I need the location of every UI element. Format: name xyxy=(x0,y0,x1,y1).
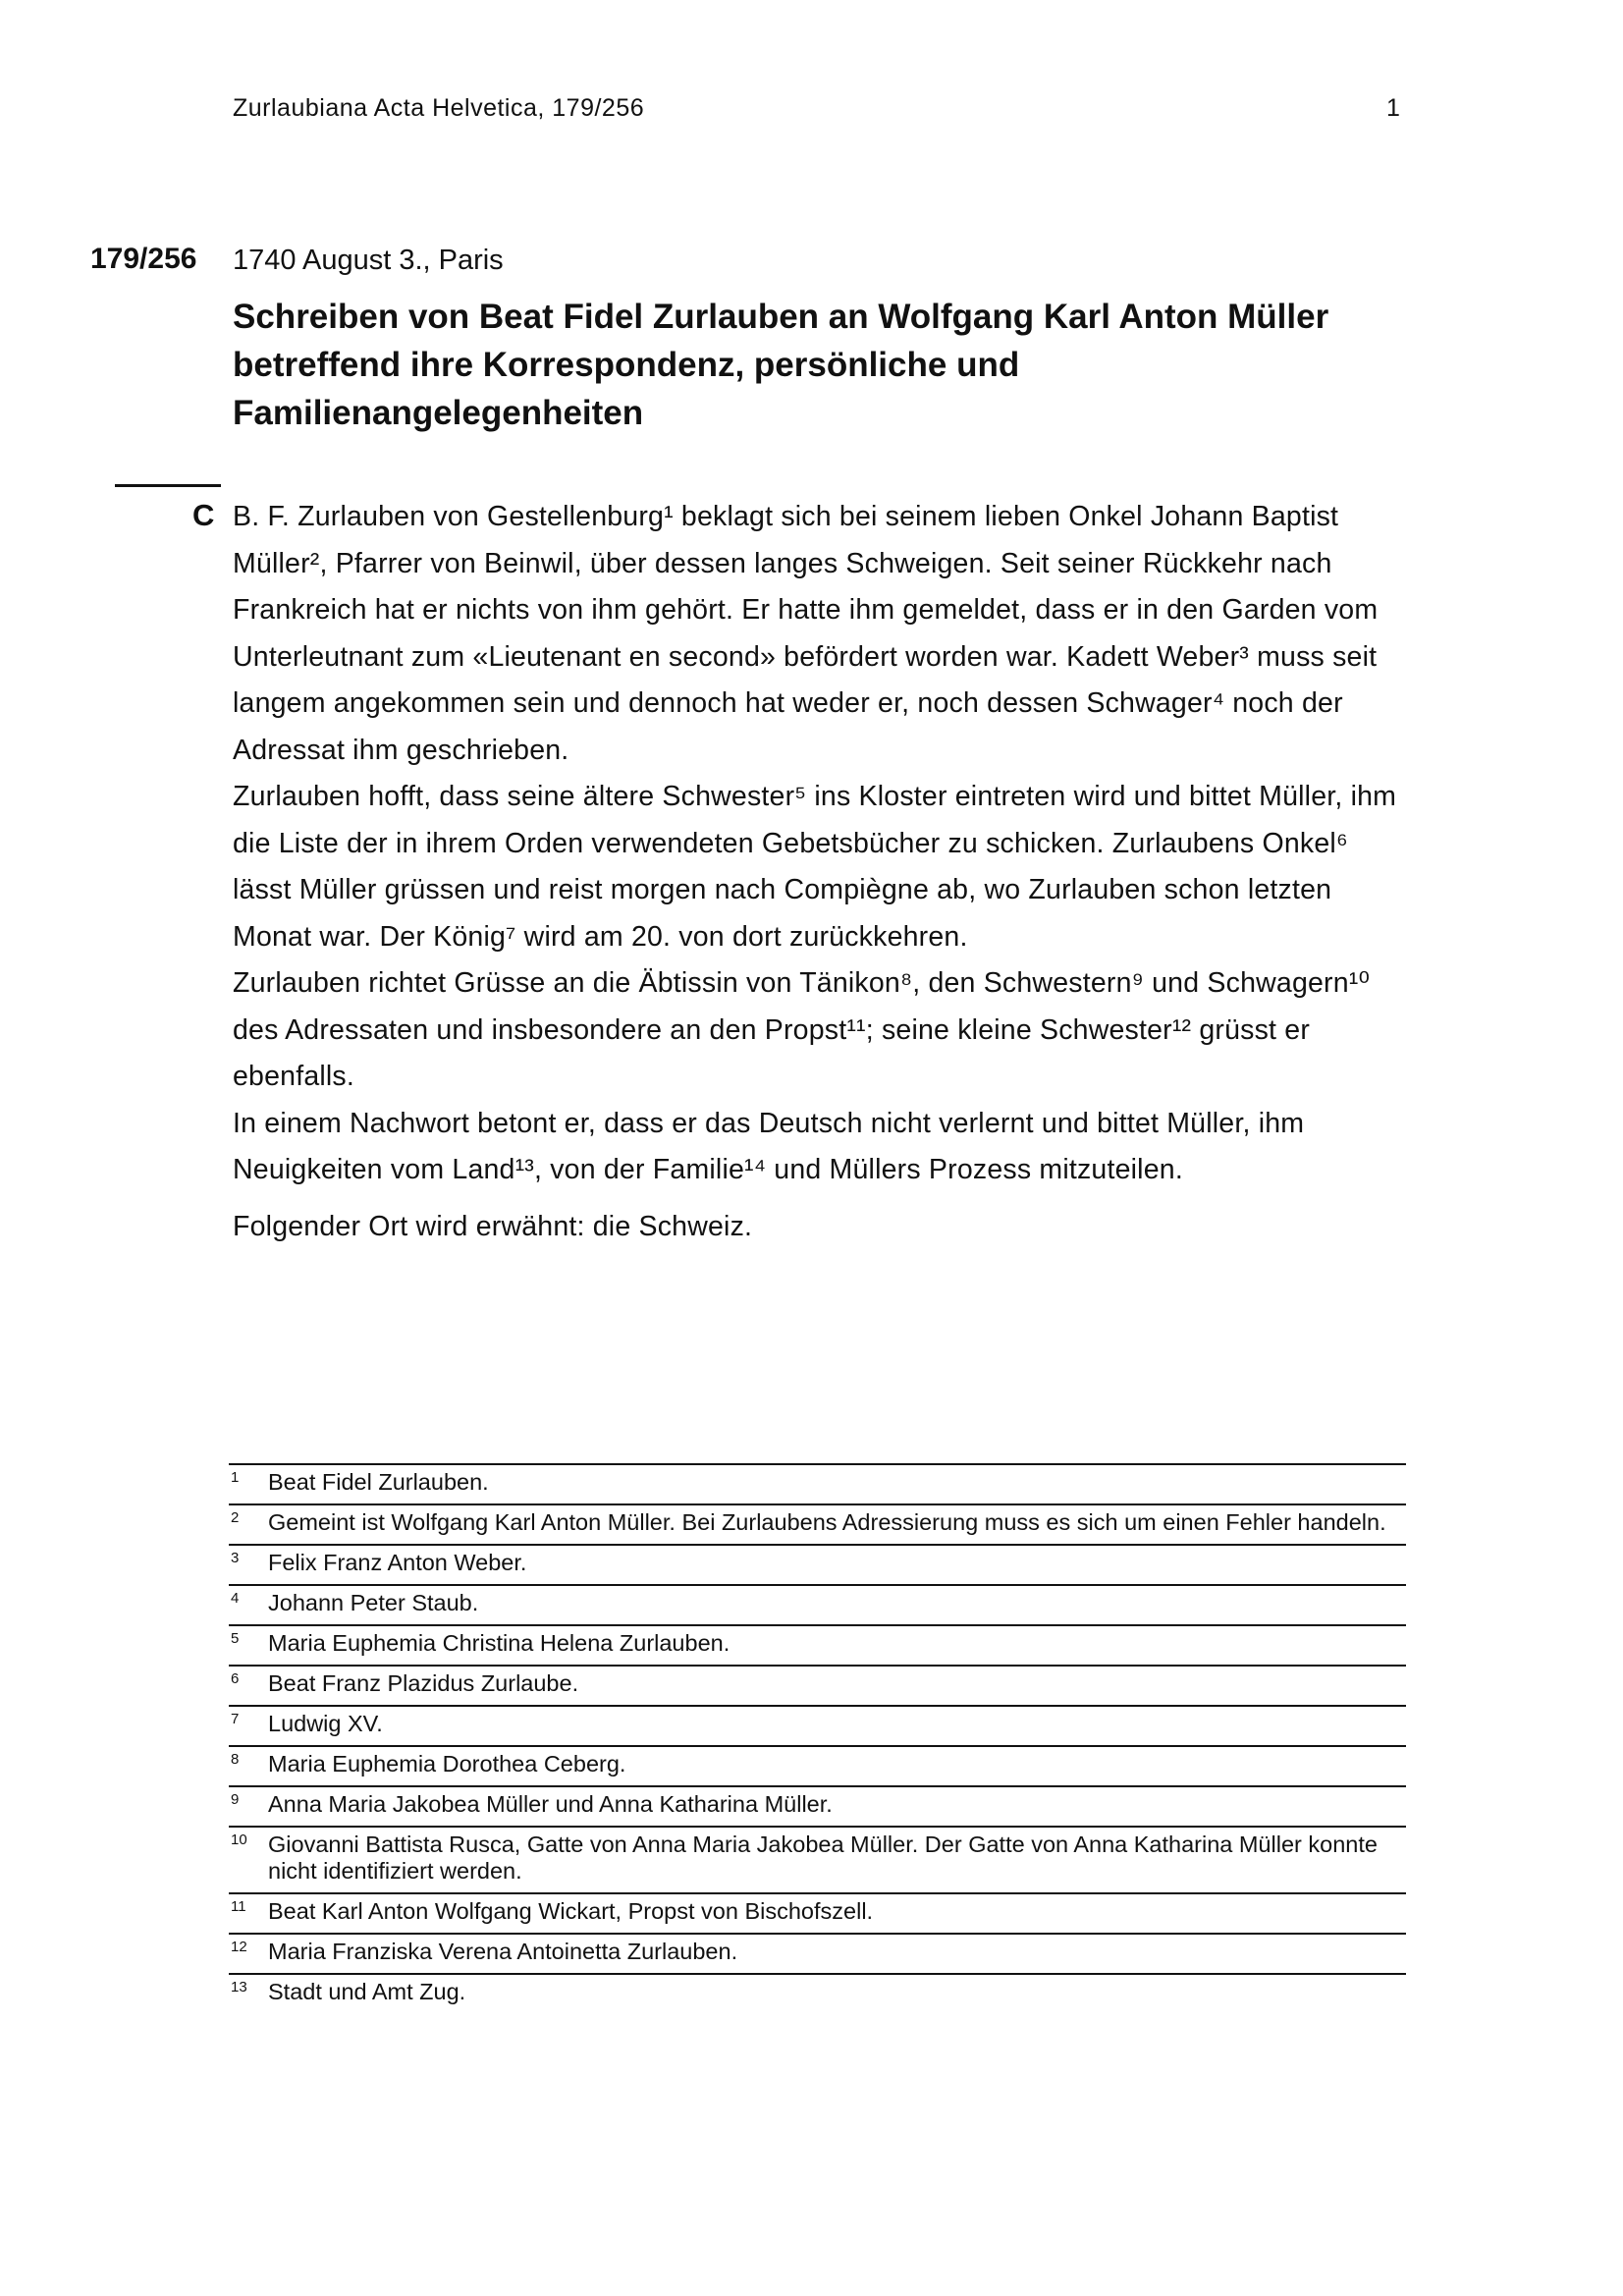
footnote-number: 5 xyxy=(231,1630,240,1647)
footnote xyxy=(229,1503,1406,1544)
footnote xyxy=(229,1973,1406,2013)
footnote-text: Beat Fidel Zurlauben. xyxy=(268,1469,489,1495)
footnote-text: Maria Euphemia Christina Helena Zurlauben. xyxy=(268,1630,730,1656)
footnote-number: 11 xyxy=(231,1898,246,1915)
section-marker: C xyxy=(192,498,215,532)
footnote-text: Johann Peter Staub. xyxy=(268,1590,479,1615)
footnote-text: Beat Karl Anton Wolfgang Wickart, Propst von Bischofszell. xyxy=(268,1898,874,1924)
footnote-number: 6 xyxy=(231,1670,240,1687)
footnote-text: Maria Euphemia Dorothea Ceberg. xyxy=(268,1751,626,1777)
footnote xyxy=(229,1933,1406,1973)
footnote xyxy=(229,1463,1406,1503)
summary-paragraph: In einem Nachwort betont er, dass er das Deutsch nicht verlernt und bittet Müller, ihm Neuigkeiten vom Land¹³, von der Familie¹⁴ und Müllers Prozess mitzuteilen. xyxy=(233,1107,1305,1185)
summary-paragraph: Zurlauben hofft, dass seine ältere Schwester⁵ ins Kloster eintreten wird und bittet Müller, ihm die Liste der in ihrem Orden verwendeten Gebetsbücher zu schicken. Zurlaubens Onkel⁶ lässt Müller grüssen und reist morgen nach Compiègne ab, wo Zurlauben schon letzten Monat war. Der König⁷ wird am 20. von dort zurückkehren. xyxy=(233,781,1397,953)
footnote xyxy=(229,1624,1406,1665)
running-header-title: Zurlaubiana Acta Helvetica, 179/256 xyxy=(233,94,645,122)
footnote-number: 2 xyxy=(231,1509,240,1526)
page-number: 1 xyxy=(1386,94,1400,122)
footnote-text: Stadt und Amt Zug. xyxy=(268,1979,466,2004)
footnote xyxy=(229,1826,1406,1892)
footnote-number: 4 xyxy=(231,1590,240,1607)
footnote xyxy=(229,1544,1406,1584)
footnote-text: Maria Franziska Verena Antoinetta Zurlauben. xyxy=(268,1939,738,1964)
footnote-number: 9 xyxy=(231,1791,240,1808)
places-mentioned: Folgender Ort wird erwähnt: die Schweiz. xyxy=(233,1210,753,1242)
footnote-number: 10 xyxy=(231,1831,247,1848)
footnote-text: Giovanni Battista Rusca, Gatte von Anna Maria Jakobea Müller. Der Gatte von Anna Katharina Müller konnte nicht identifiziert werden. xyxy=(268,1831,1378,1884)
summary-paragraph: B. F. Zurlauben von Gestellenburg¹ beklagt sich bei seinem lieben Onkel Johann Baptist Müller², Pfarrer von Beinwil, über dessen langes Schweigen. Seit seiner Rückkehr nach Frankreich hat er nichts von ihm gehört. Er hatte ihm gemeldet, dass er in den Garden vom Unterleutnant zum «Lieutenant en second» befördert worden war. Kadett Weber³ muss seit langem angekommen sein und dennoch hat weder er, noch dessen Schwager⁴ noch der Adressat ihm geschrieben. xyxy=(233,501,1379,766)
footnote xyxy=(229,1705,1406,1745)
entry-title: Schreiben von Beat Fidel Zurlauben an Wolfgang Karl Anton Müller betreffend ihre Korrespondenz, persönliche und Familienangelegenheiten xyxy=(233,298,1329,432)
footnote-number: 7 xyxy=(231,1711,240,1727)
entry-number: 179/256 xyxy=(90,243,197,275)
footnote xyxy=(229,1584,1406,1624)
footnote-number: 3 xyxy=(231,1550,240,1566)
footnote xyxy=(229,1665,1406,1705)
section-rule xyxy=(115,484,221,487)
footnote-number: 13 xyxy=(231,1979,247,1995)
footnote-text: Beat Franz Plazidus Zurlaube. xyxy=(268,1670,579,1696)
summary-body xyxy=(233,494,1411,1250)
footnote-number: 12 xyxy=(231,1939,247,1955)
footnote xyxy=(229,1785,1406,1826)
footnote xyxy=(229,1745,1406,1785)
summary-paragraph: Zurlauben richtet Grüsse an die Äbtissin von Tänikon⁸, den Schwestern⁹ und Schwagern¹⁰ des Adressaten und insbesondere an den Propst¹¹; seine kleine Schwester¹² grüsst er ebenfalls. xyxy=(233,967,1371,1092)
footnote-text: Ludwig XV. xyxy=(268,1711,383,1736)
footnote xyxy=(229,1892,1406,1933)
footnote-number: 8 xyxy=(231,1751,240,1768)
entry-date-place: 1740 August 3., Paris xyxy=(233,245,504,276)
footnote-text: Anna Maria Jakobea Müller und Anna Katharina Müller. xyxy=(268,1791,833,1817)
footnote-number: 1 xyxy=(231,1469,240,1486)
footnote-text: Felix Franz Anton Weber. xyxy=(268,1550,527,1575)
footnotes xyxy=(229,1463,1406,2013)
footnote-text: Gemeint ist Wolfgang Karl Anton Müller. Bei Zurlaubens Adressierung muss es sich um einen Fehler handeln. xyxy=(268,1509,1386,1535)
